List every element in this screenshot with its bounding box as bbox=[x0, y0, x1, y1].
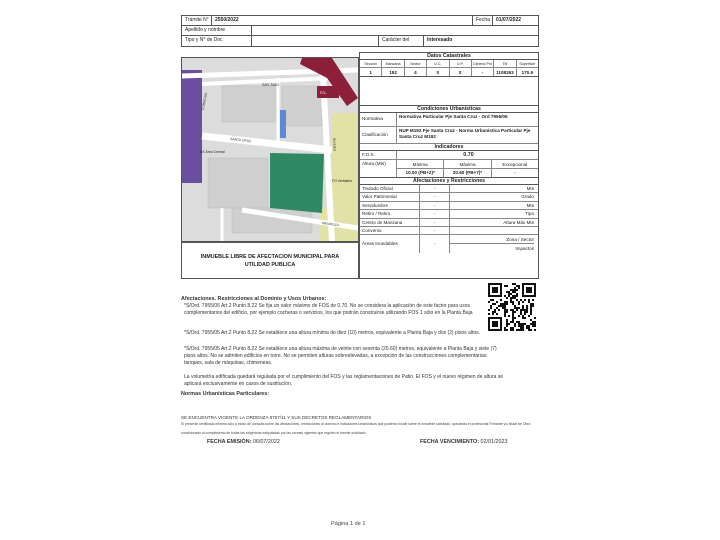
aff-value: - bbox=[420, 193, 450, 200]
altura-grid bbox=[397, 160, 538, 177]
aff-unit: Mts bbox=[526, 202, 534, 208]
aff-value: - bbox=[420, 210, 450, 217]
aff-unit: Grado bbox=[521, 194, 534, 200]
catastral-header: Sector bbox=[405, 60, 427, 67]
data-panel bbox=[359, 52, 539, 279]
street-label-santa-cruz: SANTA CRUZ bbox=[229, 137, 252, 144]
aff-label: Retiro / Retiro bbox=[360, 210, 420, 217]
street-label-fcl: FCL bbox=[320, 91, 327, 95]
clasificacion-row bbox=[360, 127, 538, 144]
inmueble-box bbox=[181, 242, 359, 279]
aff-label: Trazado Oficial bbox=[360, 185, 420, 192]
catastral-header: Cirpeno Pro bbox=[472, 60, 494, 67]
tipo-doc-value bbox=[252, 36, 379, 46]
areas-label: Áreas Inundables bbox=[360, 235, 420, 253]
tramite-label: Trámite N° bbox=[182, 16, 212, 25]
clasificacion-label: Clasificación bbox=[360, 127, 397, 143]
altura-value: 10.00 (PB+2)* bbox=[397, 169, 444, 177]
emision-label: FECHA EMISIÓN: bbox=[207, 439, 252, 445]
aff-unit: Mts bbox=[526, 186, 534, 191]
aff-row bbox=[360, 219, 538, 227]
page-number: Página 1 de 1 bbox=[331, 521, 366, 527]
areas-row bbox=[360, 235, 538, 253]
tramite-value: 2550/2022 bbox=[212, 16, 473, 25]
zone-green bbox=[270, 153, 324, 213]
street-label-san-juan: SAN JUAN bbox=[262, 83, 279, 87]
aff-value: - bbox=[420, 185, 450, 192]
normativa-value: Normativa Particular Pje Santa Cruz - Ord 7955/06 bbox=[399, 114, 508, 119]
aff-unit bbox=[450, 227, 538, 234]
tipo-doc-label: Tipo y N° de Doc bbox=[182, 36, 252, 46]
normativa-label: Normativa bbox=[360, 113, 397, 126]
street-label-formosa: FORMOSA bbox=[201, 92, 208, 111]
map-drawing bbox=[182, 58, 358, 241]
catastral-value: - bbox=[472, 68, 494, 76]
street-label-rivero: RIVERO bbox=[332, 137, 337, 152]
afectaciones-title: Afectaciones y Restricciones bbox=[360, 178, 538, 185]
apellido-label: Apellido y nombre bbox=[182, 26, 252, 35]
zone-blue bbox=[280, 110, 286, 138]
catastral-value: 4 bbox=[405, 68, 427, 76]
aff-value: - bbox=[420, 202, 450, 209]
header-row-apellido bbox=[182, 26, 538, 36]
street-label-mendoza: MENDOZA bbox=[321, 221, 340, 228]
altura-cols bbox=[397, 160, 538, 169]
normas-heading: Normas Urbanísticas Particulares: bbox=[181, 391, 270, 397]
altura-col: Máxima bbox=[444, 160, 491, 168]
aff-row bbox=[360, 210, 538, 218]
catastral-header: Superficie bbox=[519, 62, 536, 66]
aff-label: Valor Patrimonial bbox=[360, 193, 420, 200]
catastral-value: 152 bbox=[382, 68, 404, 76]
aff-unit: Altura Máx Mts bbox=[503, 219, 534, 225]
aff-value: - bbox=[420, 227, 450, 234]
catastral-value: 170.9 bbox=[521, 70, 534, 75]
altura-row bbox=[360, 160, 538, 178]
aff-row bbox=[360, 185, 538, 193]
catastral-header: Manzana bbox=[382, 60, 404, 67]
impactos-label: Impactos bbox=[515, 246, 534, 252]
altura-col: Mínima bbox=[397, 160, 444, 168]
vencimiento-label: FECHA VENCIMIENTO: bbox=[420, 439, 479, 445]
aff-unit: Tipo bbox=[525, 211, 534, 217]
aff-value: - bbox=[420, 219, 450, 226]
zone-purple bbox=[182, 70, 202, 183]
catastral-title: Datos Catastrales bbox=[360, 53, 538, 60]
header-row-tipo-doc bbox=[182, 36, 538, 46]
aff-label: Convenio bbox=[360, 227, 420, 234]
panel-spacer bbox=[360, 77, 538, 106]
vencimiento bbox=[420, 439, 507, 446]
place-label-area-central: AS Área Central bbox=[200, 150, 225, 154]
body-para-2: *S/Ord. 7955/05 Art.2 Punto 8.22 Se establece una altura mínima de diez (10) metros, equivalente a Planta Baja y dos (2) pisos altos. bbox=[184, 330, 481, 336]
aff-label: Centro de Manzana bbox=[360, 219, 420, 226]
catastral-value: 1 bbox=[360, 68, 382, 76]
aff-row bbox=[360, 193, 538, 201]
header-table bbox=[181, 15, 539, 47]
fos-row bbox=[360, 151, 538, 160]
fos-label: F.O.S. bbox=[360, 151, 397, 159]
footer-note-2: condicionado al cumplimiento de todas las exigencias estipuladas por las normas vigentes que regulen el trámite solicitado. bbox=[181, 431, 367, 435]
vencimiento-value: 02/01/2023 bbox=[480, 439, 508, 445]
altura-value: - bbox=[514, 170, 516, 175]
catastral-header: Titl bbox=[494, 60, 516, 67]
normativa-row bbox=[360, 113, 538, 127]
emision-value: 06/07/2022 bbox=[252, 439, 280, 445]
clasificacion-value: NUP M192 Pje Santa Cruz - Norma Urbanística Particular Pje Santa Cruz M192 bbox=[399, 128, 531, 139]
emision bbox=[207, 439, 280, 446]
zona-label: Zona / Sector bbox=[450, 235, 534, 244]
header-row-tramite bbox=[182, 16, 538, 26]
apellido-value bbox=[252, 26, 538, 35]
areas-extra bbox=[450, 235, 538, 253]
footer-note-1: El presente certificado informa sólo a modo de consulta sobre las afectaciones, restricciones al dominio e indicadores urbanísticos que pudieran incidir sobre el inmueble solicitado, quedando el profesional Firmante y/o titular de Obra bbox=[181, 422, 531, 426]
body-para-1: *S/Ord. 7955/05 Art.2 Punto 8.22 Se fija un valor máximo de FOS de 0.70. No se considera la aplicación de este factor para usos complementarios del edificio, por ejemplo cocheras o servicios, los que podrán construirse utilizando FOS 1 sólo en la Planta Baja bbox=[184, 303, 473, 316]
catastral-values bbox=[360, 68, 538, 77]
parcel-map bbox=[181, 57, 359, 242]
catastral-value: 0 bbox=[450, 68, 472, 76]
catastral-value: 0 bbox=[427, 68, 449, 76]
fecha-label: Fecha bbox=[473, 16, 493, 25]
altura-value: 20.60 (PB+7)* bbox=[444, 169, 491, 177]
fecha-value: 01/07/2022 bbox=[496, 17, 522, 23]
inmueble-text: INMUEBLE LIBRE DE AFECTACION MUNICIPAL PARA UTILIDAD PUBLICA bbox=[200, 253, 340, 268]
indicadores-title: Indicadores bbox=[360, 144, 538, 151]
catastral-header: Sección bbox=[360, 60, 382, 67]
altura-col: Excepcional bbox=[502, 162, 528, 167]
aff-label: Servidumbre bbox=[360, 202, 420, 209]
body-para-3: *S/Ord. 7955/05 Art.2 Punto 8.22 Se establece una altura máxima de veinte con sesenta (20.60) metros, equivalente a Planta Baja y siete (7) pisos altos. No se admiten edificios en torre. No se permiten alturas sobreelevadas, a excepción de las construcciones complementarias: tanques, sala de máquinas, chimeneas. bbox=[184, 346, 497, 366]
catastral-value: 1108263 bbox=[494, 68, 516, 76]
vigente-text: SE ENCUENTRA VIGENTE LA ORDENZA 8757/11 Y SUS DECRETOS REGLAMENTARIOS bbox=[181, 415, 372, 420]
caracter-value: Interesado bbox=[427, 37, 453, 43]
aff-row bbox=[360, 202, 538, 210]
catastral-header: U.C. bbox=[427, 60, 449, 67]
body-para-4: La volumetría edificada quedará regulada por el cumplimiento del FOS y las reglamentaciones de Patio. El FOS y el nuevo régimen de altura se aplicará exclusivamente en casos de sustitución. bbox=[184, 374, 504, 387]
fos-value: 0.70 bbox=[463, 152, 474, 158]
place-label-verbalero: FO Verbalero bbox=[332, 179, 353, 183]
areas-value: - bbox=[420, 235, 450, 253]
aff-row bbox=[360, 227, 538, 235]
altura-label: Altura (Mts) bbox=[360, 160, 397, 177]
catastral-headers bbox=[360, 60, 538, 68]
urbanisticas-title: Condiciones Urbanísticas bbox=[360, 106, 538, 113]
altura-values bbox=[397, 169, 538, 177]
catastral-header: U.P. bbox=[450, 60, 472, 67]
caracter-label: Carácter del bbox=[379, 36, 424, 46]
afectaciones-heading: Afectaciones. Restricciones al Dominio y Usos Urbanos: bbox=[181, 296, 327, 302]
